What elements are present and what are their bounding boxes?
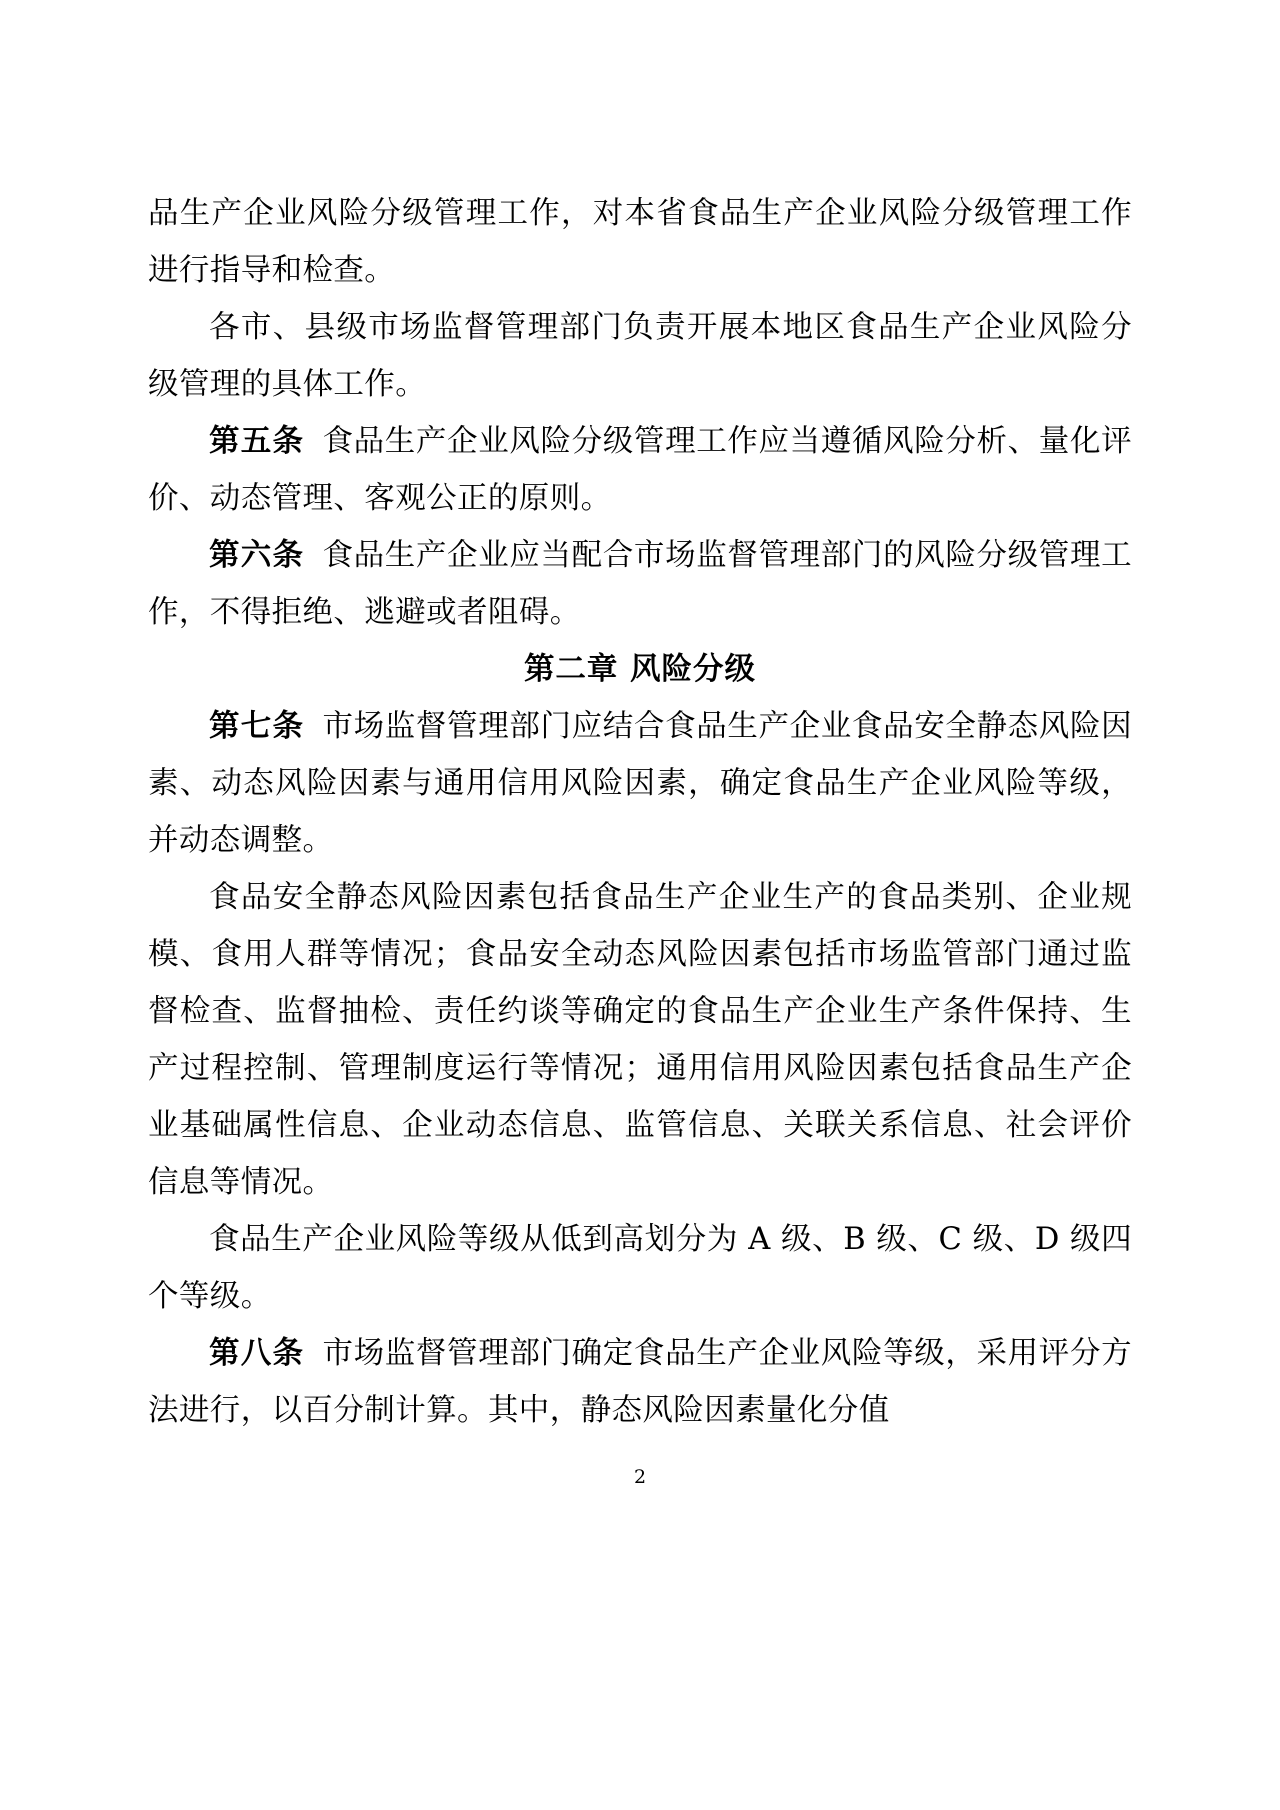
- article-five: [148, 413, 1132, 527]
- article-seven-label: 第七条: [209, 708, 305, 744]
- page-number: 2: [633, 1466, 647, 1488]
- article-six: [148, 527, 1132, 641]
- article-six-label: 第六条: [209, 537, 305, 573]
- article-eight-text: 市场监督管理部门确定食品生产企业风险等级，采用评分方法进行，以百分制计算。其中，静态风险因素量化分值: [148, 1336, 1132, 1428]
- article-five-text: 食品生产企业风险分级管理工作应当遵循风险分析、量化评价、动态管理、客观公正的原则。: [148, 424, 1132, 516]
- article-seven-text: 市场监督管理部门应结合食品生产企业食品安全静态风险因素、动态风险因素与通用信用风险因素，确定食品生产企业风险等级，并动态调整。: [148, 709, 1132, 858]
- paragraph-local-authorities: 各市、县级市场监督管理部门负责开展本地区食品生产企业风险分级管理的具体工作。: [148, 310, 1132, 402]
- article-eight-label: 第八条: [209, 1335, 305, 1371]
- chapter-two-heading: 第二章 风险分级: [523, 651, 757, 687]
- article-eight: [148, 1325, 1132, 1439]
- document-body: [148, 185, 1132, 1439]
- article-five-label: 第五条: [209, 423, 305, 459]
- article-seven: [148, 698, 1132, 869]
- paragraph-risk-factors: 食品安全静态风险因素包括食品生产企业生产的食品类别、企业规模、食用人群等情况；食品安全动态风险因素包括市场监管部门通过监督检查、监督抽检、责任约谈等确定的食品生产企业生产条件保持、生产过程控制、管理制度运行等情况；通用信用风险因素包括食品生产企业基础属性信息、企业动态信息、监管信息、关联关系信息、社会评价信息等情况。: [148, 880, 1132, 1200]
- paragraph-continuation: 品生产企业风险分级管理工作，对本省食品生产企业风险分级管理工作进行指导和检查。: [148, 196, 1132, 288]
- article-six-text: 食品生产企业应当配合市场监督管理部门的风险分级管理工作，不得拒绝、逃避或者阻碍。: [148, 538, 1132, 630]
- paragraph-risk-levels: 食品生产企业风险等级从低到高划分为 A 级、B 级、C 级、D 级四个等级。: [148, 1222, 1132, 1314]
